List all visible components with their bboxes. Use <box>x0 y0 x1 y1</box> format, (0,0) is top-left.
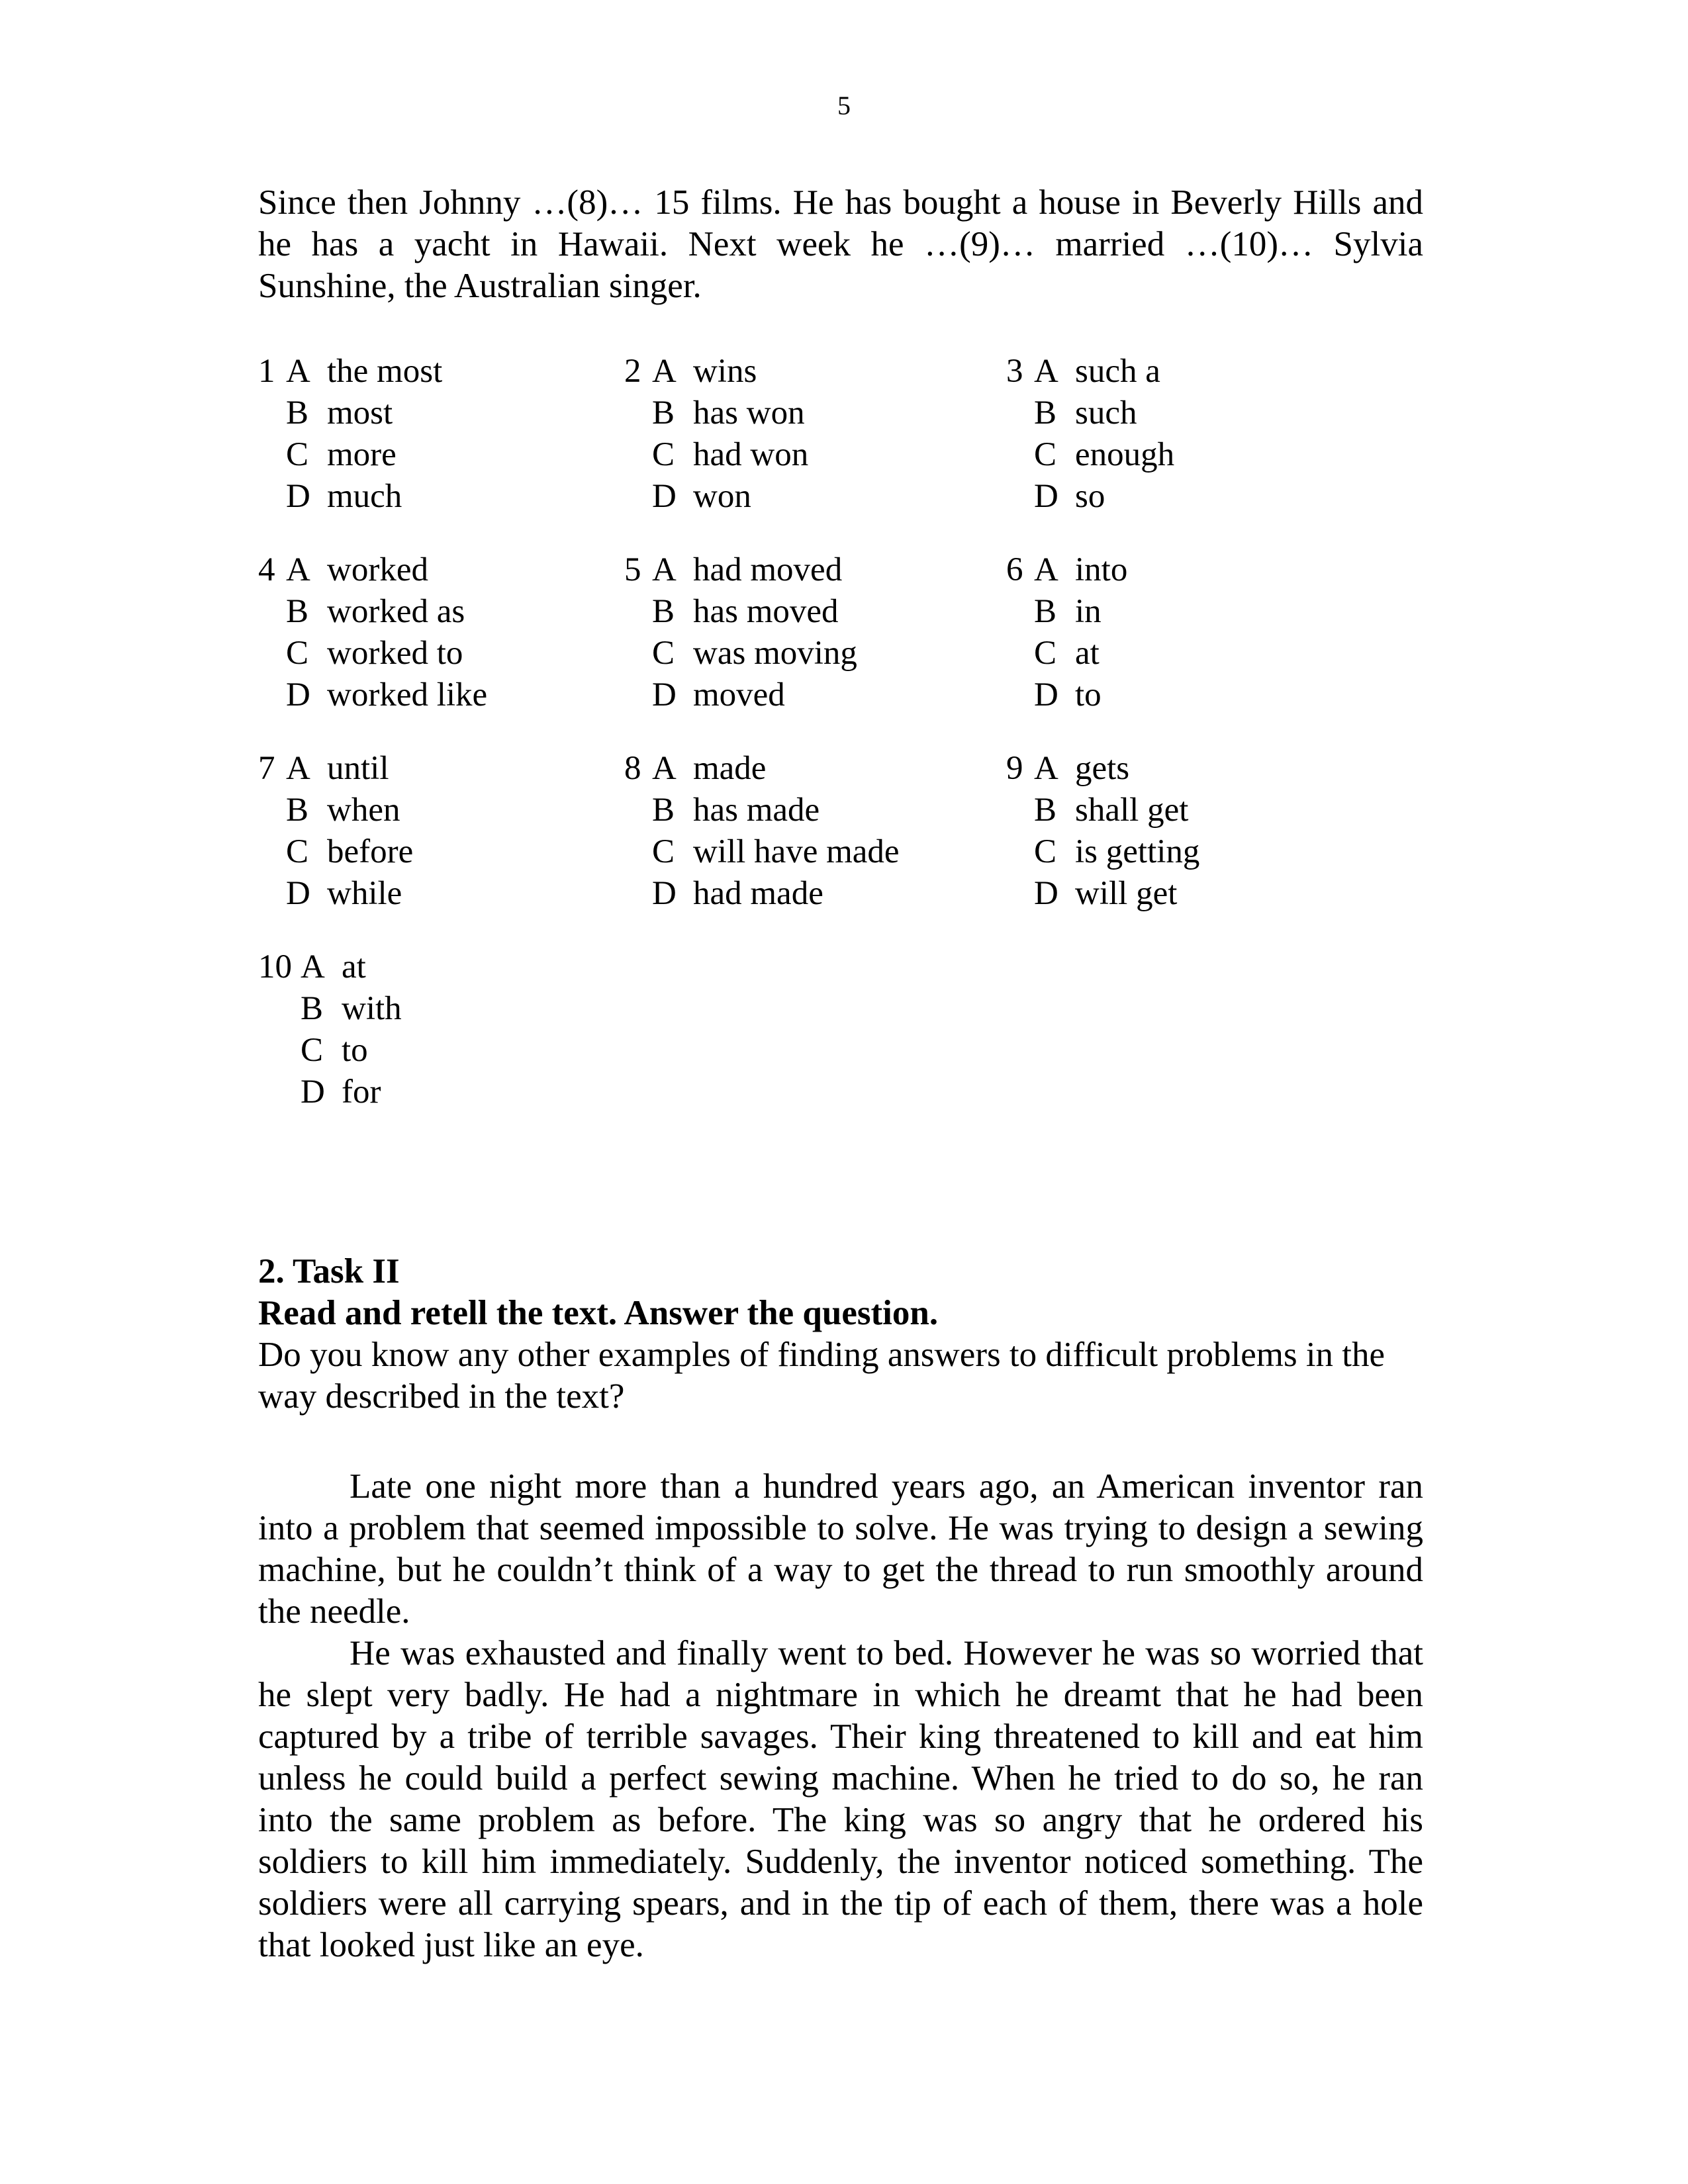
option-text: when <box>327 792 400 829</box>
option-text: moved <box>693 676 785 713</box>
option-letter: C <box>1034 436 1057 473</box>
option-1-c <box>258 434 397 476</box>
option-letter: B <box>652 593 675 630</box>
option-7-a <box>258 748 389 790</box>
question-number: 2 <box>624 353 641 390</box>
option-text: worked as <box>327 593 465 630</box>
option-text: much <box>327 478 402 515</box>
option-letter: C <box>286 436 309 473</box>
option-letter: A <box>652 551 677 588</box>
option-6-d <box>1006 674 1102 716</box>
option-letter: C <box>652 635 675 672</box>
option-text: was moving <box>693 635 857 672</box>
option-2-a <box>624 351 757 392</box>
option-text: for <box>342 1073 381 1111</box>
option-letter: B <box>286 593 309 630</box>
question-number: 3 <box>1006 353 1023 390</box>
option-letter: A <box>1034 551 1058 588</box>
option-letter: C <box>1034 833 1057 870</box>
option-letter: A <box>286 750 310 787</box>
option-letter: B <box>1034 394 1057 432</box>
option-letter: B <box>286 394 309 432</box>
option-letter: D <box>286 676 310 713</box>
option-7-b <box>258 790 400 831</box>
question-number: 4 <box>258 551 275 588</box>
story-paragraph: Late one night more than a hundred years ago, an American inventor ran into a problem that seemed impossible to solve. He was trying to design a sewing machine, but he couldn’t think of a way to get the thread to run smoothly around the needle. <box>258 1467 1423 1631</box>
option-letter: A <box>1034 750 1058 787</box>
option-text: the most <box>327 353 443 390</box>
option-letter: A <box>286 551 310 588</box>
option-3-b <box>1006 392 1137 434</box>
option-5-c <box>624 633 857 674</box>
option-6-a <box>1006 549 1127 591</box>
option-text: most <box>327 394 393 432</box>
option-text: worked <box>327 551 428 588</box>
question-number: 8 <box>624 750 641 787</box>
option-letter: C <box>652 833 675 870</box>
option-letter: A <box>286 353 310 390</box>
option-4-b <box>258 591 465 633</box>
option-10-c <box>258 1030 368 1071</box>
option-10-b <box>258 988 402 1030</box>
option-text: with <box>342 990 402 1027</box>
option-5-b <box>624 591 839 633</box>
option-2-d <box>624 476 751 518</box>
option-text: had moved <box>693 551 843 588</box>
option-3-c <box>1006 434 1174 476</box>
option-letter: D <box>652 478 677 515</box>
option-text: has moved <box>693 593 839 630</box>
option-text: more <box>327 436 397 473</box>
option-text: made <box>693 750 767 787</box>
option-5-d <box>624 674 785 716</box>
option-letter: C <box>1034 635 1057 672</box>
intro-paragraph <box>258 182 1423 307</box>
option-text: had won <box>693 436 809 473</box>
option-3-d <box>1006 476 1105 518</box>
option-8-b <box>624 790 820 831</box>
option-text: until <box>327 750 389 787</box>
option-7-c <box>258 831 413 873</box>
question-number: 10 <box>258 948 292 985</box>
option-letter: A <box>652 750 677 787</box>
question-number: 6 <box>1006 551 1023 588</box>
option-letter: C <box>652 436 675 473</box>
option-text: to <box>1075 676 1102 713</box>
option-text: such a <box>1075 353 1160 390</box>
option-text: in <box>1075 593 1102 630</box>
option-9-a <box>1006 748 1129 790</box>
story-text <box>258 1466 1423 1966</box>
option-text: at <box>1075 635 1100 672</box>
option-4-d <box>258 674 487 716</box>
option-letter: B <box>1034 593 1057 630</box>
option-letter: A <box>652 353 677 390</box>
option-8-c <box>624 831 900 873</box>
option-1-b <box>258 392 393 434</box>
option-letter: D <box>1034 676 1058 713</box>
option-8-d <box>624 873 823 915</box>
option-5-a <box>624 549 842 591</box>
option-letter: D <box>286 478 310 515</box>
option-text: before <box>327 833 414 870</box>
option-text: while <box>327 875 402 912</box>
option-letter: B <box>1034 792 1057 829</box>
question-number: 1 <box>258 353 275 390</box>
option-text: into <box>1075 551 1128 588</box>
option-6-c <box>1006 633 1100 674</box>
option-6-b <box>1006 591 1102 633</box>
option-3-a <box>1006 351 1160 392</box>
option-letter: D <box>652 875 677 912</box>
option-text: has made <box>693 792 820 829</box>
option-1-a <box>258 351 442 392</box>
option-9-b <box>1006 790 1188 831</box>
option-7-d <box>258 873 402 915</box>
option-letter: B <box>652 792 675 829</box>
option-letter: D <box>286 875 310 912</box>
option-text: shall get <box>1075 792 1189 829</box>
option-letter: B <box>301 990 324 1027</box>
option-text: such <box>1075 394 1137 432</box>
option-letter: D <box>301 1073 325 1111</box>
option-letter: A <box>301 948 325 985</box>
option-10-a <box>258 946 366 988</box>
task-instruction: Read and retell the text. Answer the question. <box>258 1294 939 1332</box>
option-text: so <box>1075 478 1105 515</box>
question-number: 7 <box>258 750 275 787</box>
option-4-c <box>258 633 463 674</box>
option-text: will have made <box>693 833 900 870</box>
page-number: 5 <box>837 91 851 120</box>
story-paragraph: He was exhausted and finally went to bed. However he was so worried that he slept very badly. He had a nightmare in which he dreamt that he had been captured by a tribe of terrible savages. Their king threatened to kill and eat him unless he could build a perfect sewing machine. When he tried to do so, he ran into the same problem as before. The king was so angry that he ordered his soldiers to kill him immediately. Suddenly, the inventor noticed something. The soldiers were all carrying spears, and in the tip of each of them, there was a hole that looked just like an eye. <box>258 1634 1423 1964</box>
option-letter: C <box>286 635 309 672</box>
option-text: won <box>693 478 751 515</box>
option-4-a <box>258 549 428 591</box>
option-letter: B <box>286 792 309 829</box>
option-text: worked to <box>327 635 463 672</box>
question-number: 9 <box>1006 750 1023 787</box>
option-text: gets <box>1075 750 1130 787</box>
option-letter: D <box>1034 478 1058 515</box>
option-text: has won <box>693 394 805 432</box>
option-text: at <box>342 948 366 985</box>
option-text: worked like <box>327 676 488 713</box>
option-letter: D <box>1034 875 1058 912</box>
task-question: Do you know any other examples of finding answers to difficult problems in the way described in the text? <box>258 1336 1385 1416</box>
option-letter: D <box>652 676 677 713</box>
intro-text: Since then Johnny …(8)… 15 films. He has bought a house in Beverly Hills and he has a yacht in Hawaii. Next week he …(9)… married …(10)… Sylvia Sunshine, the Australian singer. <box>258 183 1423 305</box>
option-9-c <box>1006 831 1199 873</box>
option-text: enough <box>1075 436 1175 473</box>
option-text: had made <box>693 875 823 912</box>
option-text: to <box>342 1032 368 1069</box>
task-title: 2. Task II <box>258 1252 400 1291</box>
option-8-a <box>624 748 766 790</box>
option-2-b <box>624 392 805 434</box>
option-text: is getting <box>1075 833 1200 870</box>
option-text: wins <box>693 353 757 390</box>
option-10-d <box>258 1071 381 1113</box>
option-letter: B <box>652 394 675 432</box>
option-letter: A <box>1034 353 1058 390</box>
option-9-d <box>1006 873 1177 915</box>
option-letter: C <box>286 833 309 870</box>
option-text: will get <box>1075 875 1178 912</box>
option-2-c <box>624 434 808 476</box>
question-number: 5 <box>624 551 641 588</box>
task-section <box>258 1251 1423 1418</box>
option-1-d <box>258 476 402 518</box>
option-letter: C <box>301 1032 324 1069</box>
